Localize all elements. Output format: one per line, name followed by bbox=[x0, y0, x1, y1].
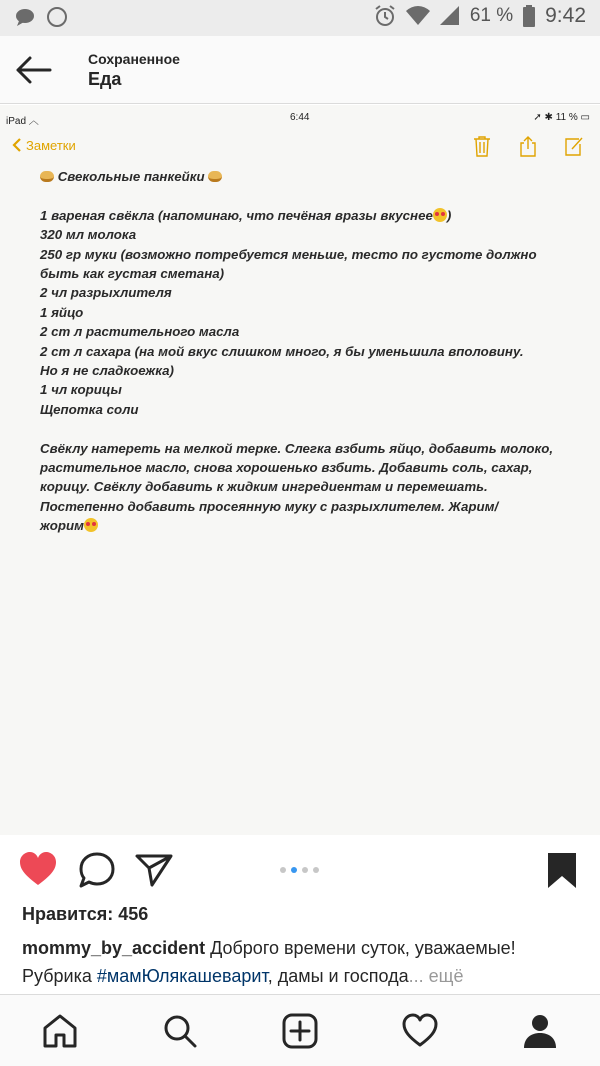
header-title: Еда bbox=[88, 69, 122, 89]
profile-icon[interactable] bbox=[522, 1013, 558, 1049]
caption-text: , дамы и господа bbox=[267, 966, 409, 986]
instruction-line: Постепенно добавить просеянную муку с разрыхлителем. Жарим/ bbox=[40, 498, 499, 514]
notes-toolbar bbox=[0, 127, 600, 167]
carousel-indicator bbox=[280, 867, 319, 873]
carousel-dot bbox=[280, 867, 286, 873]
carousel-dot bbox=[302, 867, 308, 873]
caption-text: Доброго времени суток, уважаемые! bbox=[205, 938, 516, 958]
likes-count[interactable]: Нравится: 456 bbox=[22, 904, 149, 924]
caption-text: Рубрика bbox=[22, 966, 97, 986]
bookmark-icon[interactable] bbox=[542, 850, 582, 890]
home-icon[interactable] bbox=[42, 1013, 78, 1049]
pancake-emoji-icon bbox=[40, 171, 54, 182]
heart-eyes-emoji-icon bbox=[433, 208, 447, 222]
ingredient-line: 1 вареная свёкла (напоминаю, что печёная вразы вкуснее ) bbox=[40, 207, 452, 223]
heart-eyes-emoji-icon bbox=[84, 518, 98, 532]
ingredient-line: 2 чл разрыхлителя bbox=[40, 285, 172, 301]
ingredient-line: Щепотка соли bbox=[40, 401, 139, 417]
caption-hashtag[interactable]: #мамЮлякашеварит bbox=[96, 966, 268, 986]
notes-back-button bbox=[12, 137, 76, 153]
clock: 9:42 bbox=[545, 4, 586, 27]
carousel-dot bbox=[313, 867, 319, 873]
ingredient-line: 250 гр муки (возможно потребуется меньше, тесто по густоте должно bbox=[40, 246, 537, 262]
battery-icon bbox=[523, 5, 535, 27]
arrow-left-icon[interactable] bbox=[14, 52, 54, 88]
caption-more-link[interactable]: ... ещё bbox=[408, 966, 464, 986]
instruction-line: корицу. Свёклу добавить к жидким ингредиентам и перемешать. bbox=[40, 479, 488, 495]
chevron-left-icon bbox=[12, 137, 22, 153]
notes-back-label: Заметки bbox=[26, 137, 76, 153]
pancake-emoji-icon bbox=[208, 171, 222, 182]
new-post-icon[interactable] bbox=[282, 1013, 318, 1049]
wifi-icon bbox=[406, 6, 430, 26]
status-bar bbox=[0, 0, 600, 36]
instruction-line: жорим bbox=[40, 516, 570, 535]
bottom-navigation bbox=[0, 994, 600, 1066]
carousel-dot-active bbox=[291, 867, 297, 873]
ingredient-line: быть как густая сметана) bbox=[40, 266, 225, 282]
ingredient-line: 1 чл корицы bbox=[40, 382, 122, 398]
instruction-line: Свёклу натереть на мелкой терке. Слегка взбить яйцо, добавить молоко, bbox=[40, 440, 554, 456]
instruction-line: растительное масло, снова хорошенько взбить. Добавить соль, сахар, bbox=[40, 460, 533, 476]
ingredient-line: 2 ст л растительного масла bbox=[40, 324, 240, 340]
caption-username[interactable]: mommy_by_accident bbox=[22, 938, 206, 958]
ipad-device-label: iPad ︿ bbox=[6, 116, 39, 127]
moon-icon bbox=[46, 6, 68, 28]
ipad-status-bar bbox=[0, 105, 600, 127]
ingredient-line: 1 яйцо bbox=[40, 304, 84, 320]
post-caption bbox=[22, 934, 582, 990]
note-content bbox=[40, 167, 570, 536]
post-actions bbox=[0, 840, 600, 900]
ipad-time: 6:44 bbox=[290, 112, 310, 123]
compose-icon bbox=[564, 135, 584, 157]
ipad-battery: ➚ ✱ 11 % ▭ bbox=[533, 112, 590, 123]
share-icon bbox=[518, 135, 538, 157]
signal-icon bbox=[440, 6, 460, 26]
note-title: Свекольные панкейки bbox=[40, 167, 570, 186]
ingredient-line: 320 мл молока bbox=[40, 227, 137, 243]
heart-icon[interactable] bbox=[18, 850, 58, 890]
comment-icon[interactable] bbox=[77, 850, 117, 890]
send-icon[interactable] bbox=[134, 850, 174, 890]
search-icon[interactable] bbox=[162, 1013, 198, 1049]
trash-icon bbox=[472, 135, 492, 157]
alarm-icon bbox=[374, 4, 396, 28]
post-photo[interactable] bbox=[0, 105, 600, 835]
chat-bubble-icon bbox=[14, 6, 36, 28]
header-subtitle: Сохраненное bbox=[88, 51, 180, 67]
battery-percent: 61 % bbox=[469, 5, 514, 26]
ingredient-line: Но я не сладкоежка) bbox=[40, 363, 174, 379]
activity-heart-icon[interactable] bbox=[402, 1013, 438, 1049]
saved-collection-header bbox=[0, 36, 600, 104]
ingredient-line: 2 ст л сахара (на мой вкус слишком много, я бы уменьшила вполовину. bbox=[40, 343, 524, 359]
